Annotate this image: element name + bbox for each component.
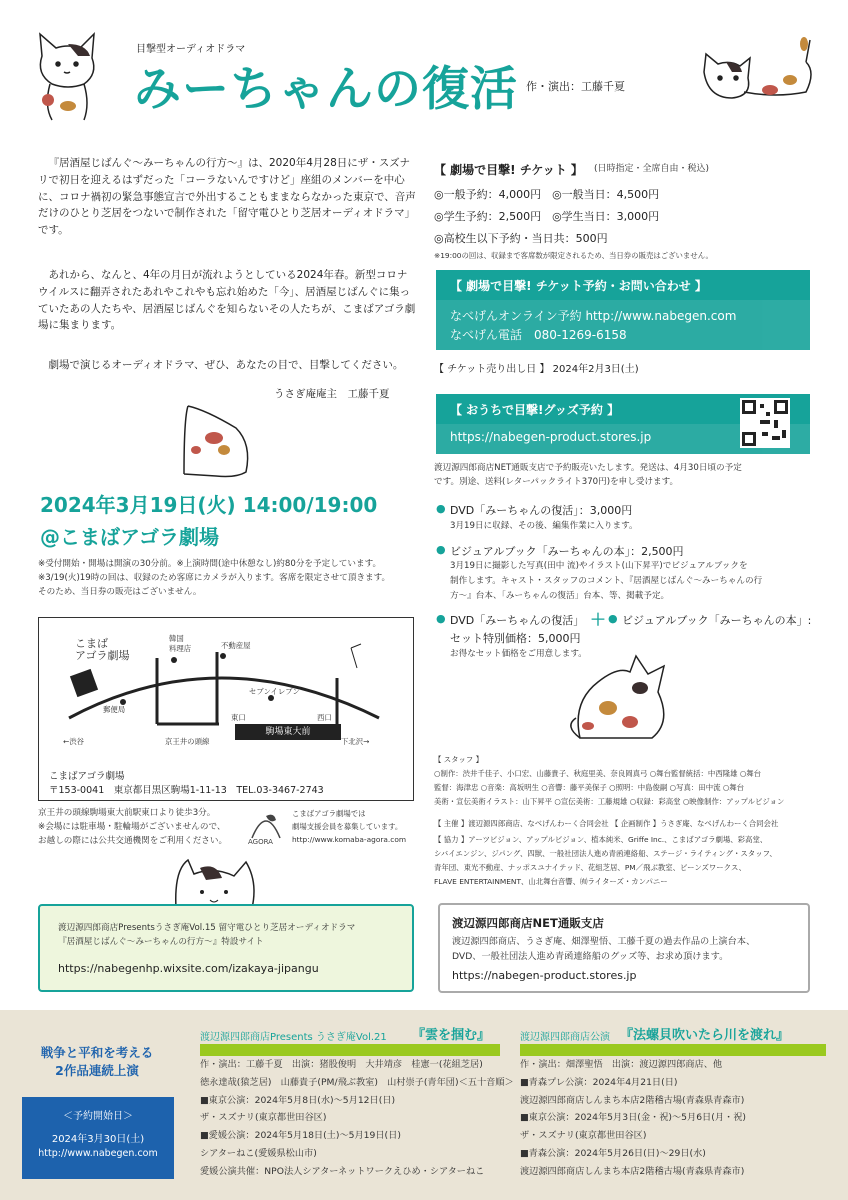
play-a-line-4: ザ・スズナリ(東京都世田谷区) <box>200 1112 327 1124</box>
reserve-online[interactable]: なべげんオンライン予約 http://www.nabegen.com <box>450 309 737 323</box>
play-b-line-3: 渡辺源四郎商店しんまち本店2階稽古場(青森県青森市) <box>520 1094 745 1106</box>
presale-heading: ＜予約開始日＞ <box>63 1111 133 1122</box>
play-b-line-7: 渡辺源四郎商店しんまち本店2階稽古場(青森県青森市) <box>520 1165 745 1177</box>
goods-set-a: DVD「みーちゃんの復活」 <box>450 614 585 627</box>
cat-illustration-middle <box>176 398 256 488</box>
presale-date: 2024年3月30日(土) <box>51 1134 145 1145</box>
intro-signature: うさぎ庵庵主 工藤千夏 <box>274 388 390 400</box>
qr-code-icon[interactable] <box>740 398 790 448</box>
goods-set-note: お得なセット価格をご用意します。 <box>450 649 587 659</box>
event-venue: @こまばアゴラ劇場 <box>40 525 219 549</box>
play-b-divider <box>520 1044 826 1056</box>
play-b-line-6: ■青森公演：2024年5月26日(日)〜29日(水) <box>520 1147 706 1159</box>
staff-coop-3: 青年団、東光不動産、ナッポスユナイテッド、花組芝居、PM／飛ぶ教室、ビーンズワークス、 <box>434 863 747 872</box>
map-east-exit: 東口 <box>231 713 246 722</box>
agora-logo <box>246 808 286 848</box>
netshop-line-1: 渡辺源四郎商店、うさぎ庵、畑澤聖悟、工藤千夏の過去作品の上演台本、 <box>452 936 756 947</box>
play-a-line-2: 徳永達哉(猿芝居) 山藤貴子(PM/飛ぶ教室) 山村崇子(青年団)＜五十音順＞ <box>200 1076 514 1088</box>
agora-line-1: こまばアゴラ劇場では <box>292 809 366 818</box>
play-b-line-4: ■東京公演：2024年5月3日(金・祝)〜5月6日(月・祝) <box>520 1112 746 1124</box>
netshop-line-2: DVD、一般社団法人進め青函連絡船のグッズ等、お求め頂けます。 <box>452 951 729 962</box>
map-keio-line: 京王井の頭線 <box>165 737 210 746</box>
play-a-line-3: ■東京公演：2024年5月8日(水)〜5月12日(日) <box>200 1094 396 1106</box>
reserve-phone[interactable]: なべげん電話 080-1269-6158 <box>450 328 627 342</box>
play-a-line-6: シアターねこ(愛媛県松山市) <box>200 1147 317 1159</box>
intro-paragraph-3: 劇場で演じるオーディオドラマ、ぜひ、あなたの目で、目撃してください。 <box>48 359 404 371</box>
play-a-line-5: ■愛媛公演：2024年5月18日(土)〜5月19日(日) <box>200 1130 401 1142</box>
footer-left-title-1: 戦争と平和を考える <box>40 1045 154 1060</box>
play-a-title: 『雲を掴む』 <box>412 1028 491 1043</box>
map-west-exit: 西口 <box>317 713 332 722</box>
cat-illustration-right <box>568 652 678 746</box>
access-line-1: 京王井の頭線駒場東大前駅東口より徒歩3分。 <box>38 808 216 818</box>
goods-bar: 【 おうちで目撃!グッズ予約 】 <box>436 394 810 424</box>
ticket-price-row-2: ◎学生予約：2,500円 ◎学生当日：3,000円 <box>434 210 660 223</box>
goods-dvd: DVD「みーちゃんの復活」：3,000円 <box>450 504 633 517</box>
staff-coop-4: FLAVE ENTERTAINMENT、山北舞台音響、㈲ライターズ・カンパニー <box>434 877 668 886</box>
agora-url[interactable]: http://www.komaba-agora.com <box>292 835 407 844</box>
event-datetime: 2024年3月19日(火) 14:00/19:00 <box>40 493 378 517</box>
map-drawing <box>39 618 413 738</box>
set-bullet-b: ● <box>608 612 618 625</box>
goods-set-b: ビジュアルブック「みーちゃんの本」: <box>622 614 812 627</box>
header-subtitle: 目撃型オーディオドラマ <box>136 44 246 55</box>
presale-url[interactable]: http://www.nabegen.com <box>38 1148 158 1159</box>
book-bullet: ● <box>436 543 446 556</box>
header-credit: 作・演出：工藤千夏 <box>526 80 625 93</box>
map-station: 駒場東大前 <box>235 724 341 740</box>
map-venue-label: こまば アゴラ劇場 <box>75 637 130 662</box>
goods-book-note-3: 方〜』台本、「みーちゃんの復活」台本、等、掲載予定。 <box>450 591 670 601</box>
staff-coop-2: シバイエンジン、ジパング、四獣、一般社団法人進め青函連絡船、ステージ・ライティング・スタッフ、 <box>434 849 777 858</box>
staff-heading: 【 スタッフ 】 <box>434 755 484 764</box>
goods-book: ビジュアルブック「みーちゃんの本」：2,500円 <box>450 545 684 558</box>
play-b-line-2: ■青森プレ公演：2024年4月21日(日) <box>520 1076 678 1088</box>
access-line-2: ※会場には駐車場・駐輪場がございませんので、 <box>38 822 226 832</box>
goods-dvd-note: 3月19日に収録、その後、編集作業に入ります。 <box>450 521 638 531</box>
plus-icon: ＋ <box>590 610 607 629</box>
staff-line-3: 美術・宣伝美術イラスト：山下昇平 ○宣伝美術：工藤規雄 ○収録：彩高堂 ○映像制作：アップルビジョン <box>434 797 785 806</box>
reserve-bar: 【 劇場で目撃! チケット予約・お問い合わせ 】 <box>436 270 810 300</box>
goods-book-note-1: 3月19日に撮影した写真(田中 流)やイラスト(山下昇平)でビジュアルブックを <box>450 561 748 571</box>
goods-set-price: セット特別価格：5,000円 <box>450 632 581 645</box>
staff-line-1: ○制作：渋井千佳子、小口宏、山藤貴子、秋庭里美、奈良岡真弓 ○舞台監督統括：中西隆雄 ○舞台 <box>434 769 762 778</box>
staff-coop-1: 【 協力 】アーツビジョン、アップルビジョン、植本純米、Griffe Inc.、こまばアゴラ劇場、彩高堂、 <box>434 835 768 844</box>
map-korean-restaurant: 韓国 料理店 <box>169 634 192 653</box>
netshop-box <box>438 903 810 993</box>
play-a-line-1: 作・演出：工藤千夏 出演：猪股俊明 大井靖彦 桂憲一(花組芝居) <box>200 1059 483 1070</box>
dvd-bullet: ● <box>436 502 446 515</box>
staff-line-2: 監督：海津忠 ○音楽：高坂明生 ○音響：藤平美保子 ○照明：中島俊嗣 ○写真：田中流 ○舞台 <box>434 783 745 792</box>
play-a-line-7: 愛媛公演共催：NPO法人シアターネットワークえひめ・シアターねこ <box>200 1165 485 1177</box>
main-title: みーちゃんの復活 <box>134 62 518 117</box>
event-note-2: ※3/19(火)19時の回は、収録のため客席にカメラが入ります。客席を限定させて頂きます。 <box>38 573 391 583</box>
ticket-note: ※19:00の回は、収録まで客席数が限定されるため、当日券の販売はございません。 <box>434 251 713 260</box>
play-a-details <box>200 1056 514 1181</box>
access-map <box>38 617 414 801</box>
footer-left-title-2: 2作品連続上演 <box>55 1063 139 1078</box>
netshop-url[interactable]: https://nabegen-product.stores.jp <box>452 969 637 982</box>
intro-paragraph-2: あれから、なんと、4年の月日が流れようとしている2024年春。新型コロナウイルスに翻弄されたあれやこれやも忘れ始めた「今」、居酒屋じばんぐに集っていたあの人たちや、居酒屋じばんぐを知らないその人たちが、こまばアゴラ劇場に集まります。 <box>38 269 416 332</box>
netshop-title: 渡辺源四郎商店NET通販支店 <box>452 916 604 930</box>
play-b-details <box>520 1056 746 1181</box>
map-shibuya: ←渋谷 <box>63 737 84 746</box>
special-line-1: 渡辺源四郎商店Presentsうさぎ庵Vol.15 留守電ひとり芝居オーディオドラマ <box>58 923 356 933</box>
agora-logo-text: AGORA <box>248 838 273 846</box>
ticket-heading-note: (日時指定・全席自由・税込) <box>594 164 710 174</box>
cat-illustration-top-left <box>28 26 108 122</box>
set-bullet-a: ● <box>436 612 446 625</box>
map-post-office: 郵便局 <box>103 705 126 714</box>
agora-line-2: 劇場支援会員を募集しています。 <box>292 822 403 831</box>
map-realestate: 不動産屋 <box>221 641 251 650</box>
play-a-divider <box>200 1044 500 1056</box>
ticket-heading: 【 劇場で目撃! チケット 】 <box>434 163 583 177</box>
ticket-price-row-3: ◎高校生以下予約・当日共：500円 <box>434 232 608 245</box>
event-note-3: そのため、当日券の販売はございません。 <box>38 587 202 597</box>
map-seven-eleven: セブンイレブン <box>249 687 300 696</box>
play-b-line-5: ザ・スズナリ(東京都世田谷区) <box>520 1130 647 1142</box>
play-b-organizer: 渡辺源四郎商店公演 <box>520 1032 610 1043</box>
map-shimokitazawa: 下北沢→ <box>341 737 370 746</box>
map-venue-name: こまばアゴラ劇場 <box>49 771 125 782</box>
play-a-organizer: 渡辺源四郎商店Presents うさぎ庵Vol.21 <box>200 1032 387 1043</box>
play-b-title: 『法螺貝吹いたら川を渡れ』 <box>620 1028 790 1043</box>
special-site-box <box>38 904 414 992</box>
footer-left-title <box>22 1044 172 1090</box>
map-address: 〒153-0041 東京都目黒区駒場1-11-13 TEL.03-3467-2743 <box>49 785 324 796</box>
presale-box <box>22 1097 174 1179</box>
access-line-3: お越しの際には公共交通機関をご利用ください。 <box>38 836 228 846</box>
play-b-line-1: 作・演出：畑澤聖悟 出演：渡辺源四郎商店、他 <box>520 1059 723 1070</box>
special-url[interactable]: https://nabegenhp.wixsite.com/izakaya-jipangu <box>58 962 319 975</box>
goods-url[interactable]: https://nabegen-product.stores.jp <box>450 430 652 444</box>
reserve-info-box <box>436 300 810 350</box>
cat-illustration-top-right <box>696 32 826 112</box>
event-note-1: ※受付開始・開場は開演の30分前。※上演時間(途中休憩なし)約80分を予定しています。 <box>38 559 382 569</box>
staff-org: 【 主催 】渡辺源四郎商店、なべげんわーく合同会社 【 企画制作 】うさぎ庵、なべげんわーく合同会社 <box>434 819 779 828</box>
intro-paragraph-1: 『居酒屋じばんぐ〜みーちゃんの行方〜』は、2020年4月28日にザ・スズナリで初日を迎えるはずだった「コーラないんですけど」座組のメンバーを中心に、コロナ禍初の緊急事態宣言で外出することもままならなかった東京で、音声だけのひとり芝居をつないで制作された「留守電ひとり芝居オーディオドラマ」です。 <box>38 157 416 237</box>
goods-desc-1: 渡辺源四郎商店NET通販支店で予約販売いたします。発送は、4月30日頃の予定 <box>434 463 742 473</box>
special-line-2: 『居酒屋じばんぐ〜みーちゃんの行方〜』特設サイト <box>58 937 264 947</box>
goods-book-note-2: 制作します。キャスト・スタッフのコメント、『居酒屋じばんぐ〜みーちゃんの行 <box>450 576 763 586</box>
ticket-sale-date: 【 チケット売り出し日 】 2024年2月3日(土) <box>434 364 639 375</box>
goods-desc-2: です。別途、送料(レターパックライト370円)を申し受けます。 <box>434 477 679 487</box>
ticket-price-row-1: ◎一般予約：4,000円 ◎一般当日：4,500円 <box>434 188 660 201</box>
